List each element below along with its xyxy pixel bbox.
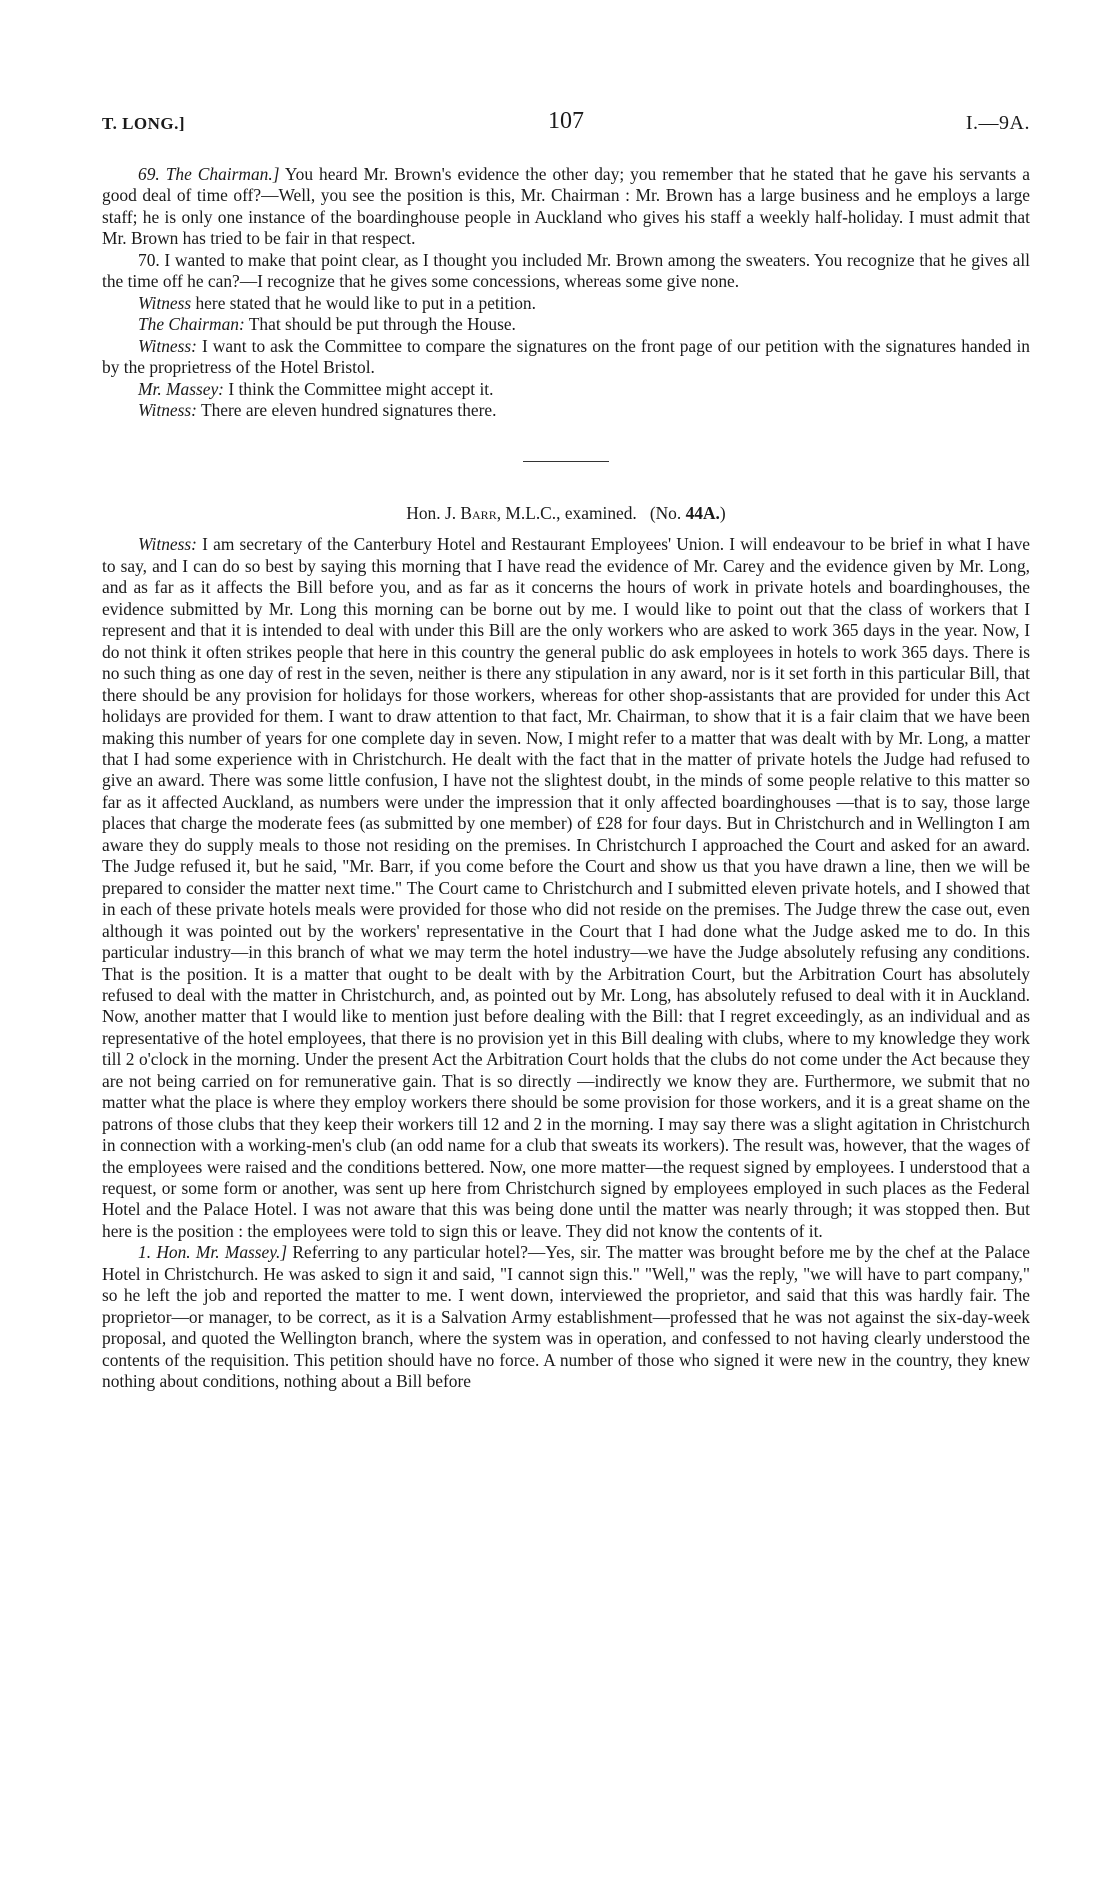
- paragraph-barr-statement: [102, 534, 1030, 1242]
- paragraph-witness-count: [102, 400, 1030, 421]
- paragraph-text: I think the Committee might accept it.: [223, 378, 494, 399]
- heading-witness-number: 44A.: [685, 503, 720, 524]
- paragraph-text: Referring to any particular hotel?—Yes, sir. The matter was brought before me by the chef at the Palace Hotel in Christchurch. He was asked to sign it and said, "I cannot sign this." "Well," was the reply, "we will have to part company," so he left the job and reported the matter to me. I went down, interviewed the proprietor, and said that this was hardly fair. The proprietor—or manager, to be correct, as it is a Salvation Army establishment—professed that he was not against the six-day-week proposal, and quoted the Wellington branch, where the system was in operation, and confessed to not having clearly understood the contents of the requisition. This petition should have no force. A number of those who signed it were new in the country, they knew nothing about conditions, nothing about a Bill before: [102, 1242, 1030, 1392]
- paragraph-text: here stated that he would like to put in a petition.: [191, 292, 536, 313]
- paragraph-question-70: [102, 250, 1030, 293]
- heading-prefix: Hon. J.: [406, 503, 457, 524]
- section-barr-evidence: [102, 534, 1030, 1392]
- section-long-evidence: [102, 164, 1030, 421]
- paragraph-question-69: [102, 164, 1030, 250]
- speaker-label: Witness:: [138, 335, 197, 356]
- document-page: [102, 108, 1030, 1393]
- witness-heading: [102, 502, 1030, 524]
- paragraph-text: I am secretary of the Canterbury Hotel and Restaurant Employees' Union. I will endeavour to be brief in what I have to say, and I can do so best by saying this morning that I have read the evidence of Mr. Carey and the evidence given by Mr. Long, and as far as it affects the Bill before you, and as far as it concerns the hours of work in private hotels and boardinghouses, the evidence submitted by Mr. Long this morning can be borne out by me. I would like to point out that the class of workers that I represent and that it is intended to deal with under this Bill are the only workers who are asked to work 365 days in the year. Now, I do not think it often strikes people that here in this country the general public do ask employees in hotels to work 365 days. There is no such thing as one day of rest in the seven, neither is there any stipulation in any award, nor is it set forth in this particular Bill, that there should be any provision for holidays for those workers, whereas for other shop-assistants that are provided for under this Act holidays are provided for them. I want to draw attention to that fact, Mr. Chairman, to show that it is a fair claim that we have been making this number of years for one complete day in seven. Now, I might refer to a matter that was dealt with by Mr. Long, a matter that I had some experience with in Christchurch. He dealt with the fact that in the matter of private hotels the Judge had refused to give an award. There was some little confusion, I have not the slightest doubt, in the minds of some people relative to this matter so far as it affected Auckland, as numbers were under the impression that it only affected boardinghouses —that is to say, those large places that charge the moderate fees (as submitted by one member) of £28 for four days. But in Christchurch and in Wellington I am aware they do supply meals to those not residing on the premises. In Christchurch I approached the Court and asked for an award. The Judge refused it, but he said, "Mr. Barr, if you come before the Court and show us that you have drawn a line, then we will be prepared to consider the matter next time." The Court came to Christchurch and I submitted eleven private hotels, and I showed that in each of these private hotels meals were provided for those who did not reside on the premises. The Judge threw the case out, even although it was pointed out by the workers' representative in the Court that I had done what the Judge asked me to do. In this particular industry—in this branch of what we may term the hotel industry—we have the Judge absolutely refusing any conditions. That is the position. It is a matter that ought to be dealt with by the Arbitration Court, but the Arbitration Court has absolutely refused to deal with the matter in Christchurch, and, as pointed out by Mr. Long, has absolutely refused to deal with it in Auckland. Now, another matter that I would like to mention just before dealing with the Bill: that I regret exceedingly, as an individual and as representative of the hotel employees, that there is no provision yet in this Bill dealing with clubs, where to my knowledge they work till 2 o'clock in the morning. Under the present Act the Arbitration Court holds that the clubs do not come under the Act because they are not being carried on for remunerative gain. That is so directly —indirectly we know they are. Furthermore, we submit that no matter what the place is where they employ workers there should be some provision for those workers, and it is a great shame on the patrons of those clubs that they keep their workers till 12 and 2 in the morning. I may say there was a slight agitation in Christchurch in connection with a working-men's club (an odd name for a club that sweats its workers). The result was, however, that the wages of the employees were raised and the conditions bettered. Now, one more matter—the request signed by employees. I understood that a request, or some form or another, was sent up here from Christchurch signed by employees employed in such places as the Federal Hotel and the Palace Hotel. I was not aware that this was being done until the matter was nearly through; it was stopped then. But here is the position : the employees were told to sign this or leave. They did not know the contents of it.: [102, 534, 1030, 1241]
- heading-number-open: (No.: [649, 503, 682, 524]
- paragraph-massey-reply: [102, 379, 1030, 400]
- speaker-label: Witness:: [138, 399, 197, 420]
- speaker-label: Witness:: [138, 534, 197, 555]
- paragraph-text: 70. I wanted to make that point clear, as I thought you included Mr. Brown among the sweaters. You recognize that he gives all the time off he can?—I recognize that he gives some concessions, whereas some give none.: [102, 249, 1030, 292]
- paragraph-witness-petition: [102, 293, 1030, 314]
- speaker-label: Witness: [138, 292, 192, 313]
- speaker-label: 69. The Chairman.]: [138, 164, 280, 184]
- paragraph-text: That should be put through the House.: [244, 314, 516, 335]
- paragraph-chairman-reply: [102, 314, 1030, 335]
- paragraph-question-1: [102, 1242, 1030, 1392]
- heading-witness-name: Barr: [460, 503, 497, 524]
- section-divider: [523, 461, 609, 462]
- paragraph-text: There are eleven hundred signatures there.: [196, 399, 497, 420]
- heading-number-close: ): [719, 503, 726, 524]
- paragraph-witness-signatures: [102, 336, 1030, 379]
- heading-suffix: , M.L.C., examined.: [496, 503, 637, 524]
- speaker-label: The Chairman:: [138, 314, 245, 335]
- page-number: 107: [548, 108, 584, 134]
- header-paper-reference: I.—9A.: [965, 112, 1030, 134]
- header-witness-name: T. LONG.]: [102, 114, 186, 133]
- running-header: [102, 108, 1030, 142]
- paragraph-text: You heard Mr. Brown's evidence the other day; you remember that he stated that he gave his servants a good deal of time off?—Well, you see the position is this, Mr. Chairman : Mr. Brown has a large business and he employs a large staff; he is only one instance of the boardinghouse people in Auckland who gives his staff a weekly half-holiday. I must admit that Mr. Brown has tried to be fair in that respect.: [102, 164, 1030, 249]
- speaker-label: Mr. Massey:: [138, 378, 224, 399]
- speaker-label: 1. Hon. Mr. Massey.]: [138, 1242, 288, 1263]
- paragraph-text: I want to ask the Committee to compare the signatures on the front page of our petition with the signatures handed in by the proprietress of the Hotel Bristol.: [102, 335, 1030, 378]
